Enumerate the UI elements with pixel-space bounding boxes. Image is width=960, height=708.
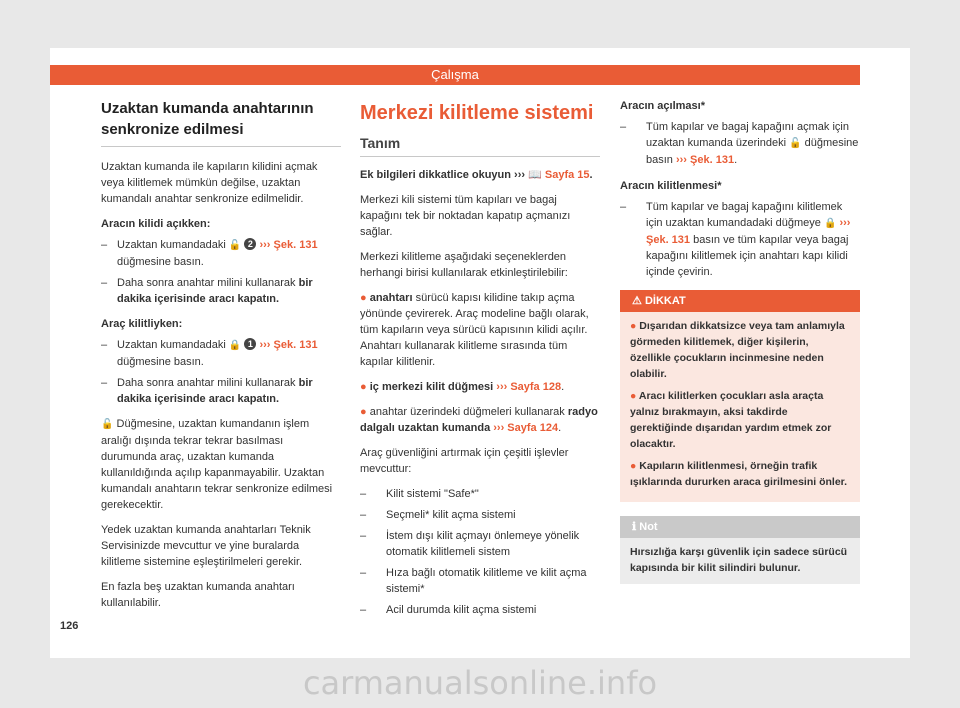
info-icon: ℹ xyxy=(632,521,637,533)
sync-heading: Uzaktan kumanda anahtarının senkronize edilmesi xyxy=(101,98,341,147)
bullet-icon: ● xyxy=(360,406,367,418)
locked-step-2-bold: bir dakika içerisinde aracı kapatın. xyxy=(117,377,313,405)
locked-step-1-pre: Uzaktan kumandadaki xyxy=(117,339,226,351)
warning-item xyxy=(630,318,850,382)
option-3-bold: radyo dalgalı uzaktan kumanda xyxy=(360,406,598,434)
unlocked-step-2-bold: bir dakika içerisinde aracı kapatın. xyxy=(117,277,313,305)
option-bullet-3: ● anahtar üzerindeki düğmeleri kullanarak radyo dalgalı uzaktan kumanda ››› Sayfa 124. xyxy=(360,406,598,434)
unlocked-step-1 xyxy=(101,237,341,270)
warning-item xyxy=(630,388,850,452)
section-band xyxy=(50,65,860,85)
central-para-2: Merkezi kilitleme aşağıdaki seçeneklerden herhangi birisi kullanılarak etkinleştirilebilir: xyxy=(360,251,568,279)
unlocked-step-1-pre: Uzaktan kumandadaki xyxy=(117,239,226,251)
central-para-3: Araç güvenliğini artırmak için çeşitli işlevler mevcuttur: xyxy=(360,447,569,475)
max-keys-paragraph: En fazla beş uzaktan kumanda anahtarı kullanılabilir. xyxy=(101,581,295,609)
option-1-bold: anahtarı xyxy=(369,292,413,304)
warning-item xyxy=(630,458,850,490)
bullet-icon: ● xyxy=(630,320,637,332)
warning-item-text: Kapıların kilitlenmesi, örneğin trafik ışıklarında dururken araca girilmesini önler. xyxy=(630,460,848,488)
warning-title: DİKKAT xyxy=(644,295,686,307)
page-link[interactable]: ››› Sayfa 124 xyxy=(493,422,559,434)
figure-link[interactable]: ››› Şek. 131 xyxy=(259,239,318,251)
note-box xyxy=(620,516,860,584)
note-title: Not xyxy=(639,521,658,533)
option-1-text: sürücü kapısı kilidine takıp açma yönünde çevirerek. Araç modeline bağlı olarak, tüm kapıların veya sürücü kapısının kilidi açılır. Anahtarı kullanarak kilitleme sırasında tüm kapılar kilitlenir. xyxy=(360,292,589,368)
feature-item: – Acil durumda kilit açma sistemi xyxy=(360,602,600,618)
key-number-badge: 2 xyxy=(244,238,256,250)
note-body: Hırsızlığa karşı güvenlik için sadece sürücü kapısında bir kilit silindiri bulunur. xyxy=(630,546,848,574)
locked-step-2-pre: Daha sonra anahtar milini kullanarak xyxy=(117,377,296,389)
opening-step: – Tüm kapılar ve bagaj kapağını açmak için uzaktan kumanda üzerindeki 🔓 düğmesine basın ››› Şek. 131. xyxy=(620,119,860,168)
bullet-icon: ● xyxy=(630,390,637,402)
central-para-1: Merkezi kili sistemi tüm kapıları ve bagaj kapağını tek bir noktadan kapatıp açmanızı sağlar. xyxy=(360,194,571,238)
column-right xyxy=(620,98,860,584)
warning-triangle-icon: ⚠ xyxy=(632,295,642,307)
feature-item: – Kilit sistemi "Safe*" xyxy=(360,486,600,502)
warning-item-text: Aracı kilitlerken çocukları asla araçta yalnız bırakmayın, aksi takdirde gerektiğinde dışarıdan yardım etmek zor olacaktır. xyxy=(630,390,832,450)
locked-heading: Araç kilitliyken: xyxy=(101,318,183,330)
spare-keys-paragraph: Yedek uzaktan kumanda anahtarları Teknik Servisinizde mevcuttur ve yine buralarda kilitleme sistemine eşleştirilmeleri gerekir. xyxy=(101,524,311,568)
unlocked-heading: Aracın kilidi açıkken: xyxy=(101,218,211,230)
central-locking-title: Merkezi kilitleme sistemi xyxy=(360,102,594,124)
button-paragraph-text: Düğmesine, uzaktan kumandanın işlem aralığı dışında tekrar tekrar basılması durumunda araç, uzaktan kumanda kullanıldığında açılıp kapanmayabilir. Uzaktan kumandalı anahtarın tekrar senkronize edilmesi gerekecektir. xyxy=(101,418,333,511)
key-number-badge: 1 xyxy=(244,338,256,350)
read-first-text: Ek bilgileri dikkatlice okuyun ››› xyxy=(360,169,526,181)
section-band-title: Çalışma xyxy=(431,67,479,82)
warning-item-text: Dışarıdan dikkatsizce veya tam anlamıyla görmeden kilitlemek, diğer kişilerin, özellikle çocukların incinmesine neden olabilir. xyxy=(630,320,845,380)
opening-step-pre: Tüm kapılar ve bagaj kapağını açmak için uzaktan kumanda üzerindeki xyxy=(646,121,849,149)
button-paragraph xyxy=(101,416,341,513)
watermark: carmanualsonline.info xyxy=(302,664,658,702)
page-link[interactable]: Sayfa 15 xyxy=(544,169,590,181)
option-3-text: anahtar üzerindeki düğmeleri kullanarak xyxy=(369,406,565,418)
figure-link[interactable]: ››› Şek. 131 xyxy=(646,217,851,246)
locking-step xyxy=(620,199,860,280)
bullet-icon: ● xyxy=(360,381,367,393)
option-2-bold: iç merkezi kilit düğmesi xyxy=(369,381,494,393)
option-bullet-1 xyxy=(360,290,600,370)
unlocked-step-1-post: düğmesine basın. xyxy=(117,256,204,268)
bullet-icon: ● xyxy=(360,292,367,304)
unlock-icon: 🔓 xyxy=(228,240,242,251)
locking-step-pre: Tüm kapılar ve bagaj kapağını kilitlemek için uzaktan kumandadaki düğmeye xyxy=(646,201,843,229)
locking-step-post: basın ve tüm kapılar veya bagaj kapağını kilitlemek için anahtarı kapı kilidi içinde çevirin. xyxy=(646,234,849,278)
lock-icon: 🔒 xyxy=(823,218,837,229)
feature-item: – Hıza bağlı otomatik kilitleme ve kilit açma sistemi* xyxy=(360,565,600,597)
description-subtitle: Tanım xyxy=(360,126,600,157)
column-middle xyxy=(360,98,600,623)
opening-heading: Aracın açılması* xyxy=(620,100,705,112)
sync-intro: Uzaktan kumanda ile kapıların kilidini açmak veya kilitlemek mümkün değilse, uzaktan kumandalı anahtar senkronize edilmelidir. xyxy=(101,161,318,205)
unlocked-step-2 xyxy=(101,275,341,307)
figure-link[interactable]: ››› Şek. 131 xyxy=(259,339,318,351)
page-number: 126 xyxy=(60,620,79,632)
page-link[interactable]: ››› Sayfa 128 xyxy=(496,381,562,393)
locked-step-1-post: düğmesine basın. xyxy=(117,356,204,368)
read-first-line: Ek bilgileri dikkatlice okuyun ››› 📖 Sayfa 15. xyxy=(360,169,593,181)
warning-body xyxy=(620,312,860,502)
locked-step-1 xyxy=(101,337,341,370)
lock-icon: 🔒 xyxy=(228,340,242,351)
unlock-icon: 🔓 xyxy=(101,419,114,430)
feature-item: – Seçmeli* kilit açma sistemi xyxy=(360,507,600,523)
note-header xyxy=(620,516,860,538)
unlock-icon: 🔓 xyxy=(789,138,802,149)
book-icon: 📖 xyxy=(528,169,542,181)
option-bullet-2: ● iç merkezi kilit düğmesi ››› Sayfa 128. xyxy=(360,381,565,393)
figure-link[interactable]: ››› Şek. 131 xyxy=(675,154,735,166)
column-left xyxy=(101,98,341,620)
locking-heading: Aracın kilitlenmesi* xyxy=(620,180,722,192)
warning-box xyxy=(620,290,860,502)
warning-header xyxy=(620,290,860,312)
locked-step-2 xyxy=(101,375,341,407)
feature-item: – İstem dışı kilit açmayı önlemeye yönelik otomatik kilitlemeli sistem xyxy=(360,528,600,560)
unlocked-step-2-pre: Daha sonra anahtar milini kullanarak xyxy=(117,277,296,289)
opening-step-mid: düğmesine basın xyxy=(646,137,859,166)
bullet-icon: ● xyxy=(630,460,637,472)
